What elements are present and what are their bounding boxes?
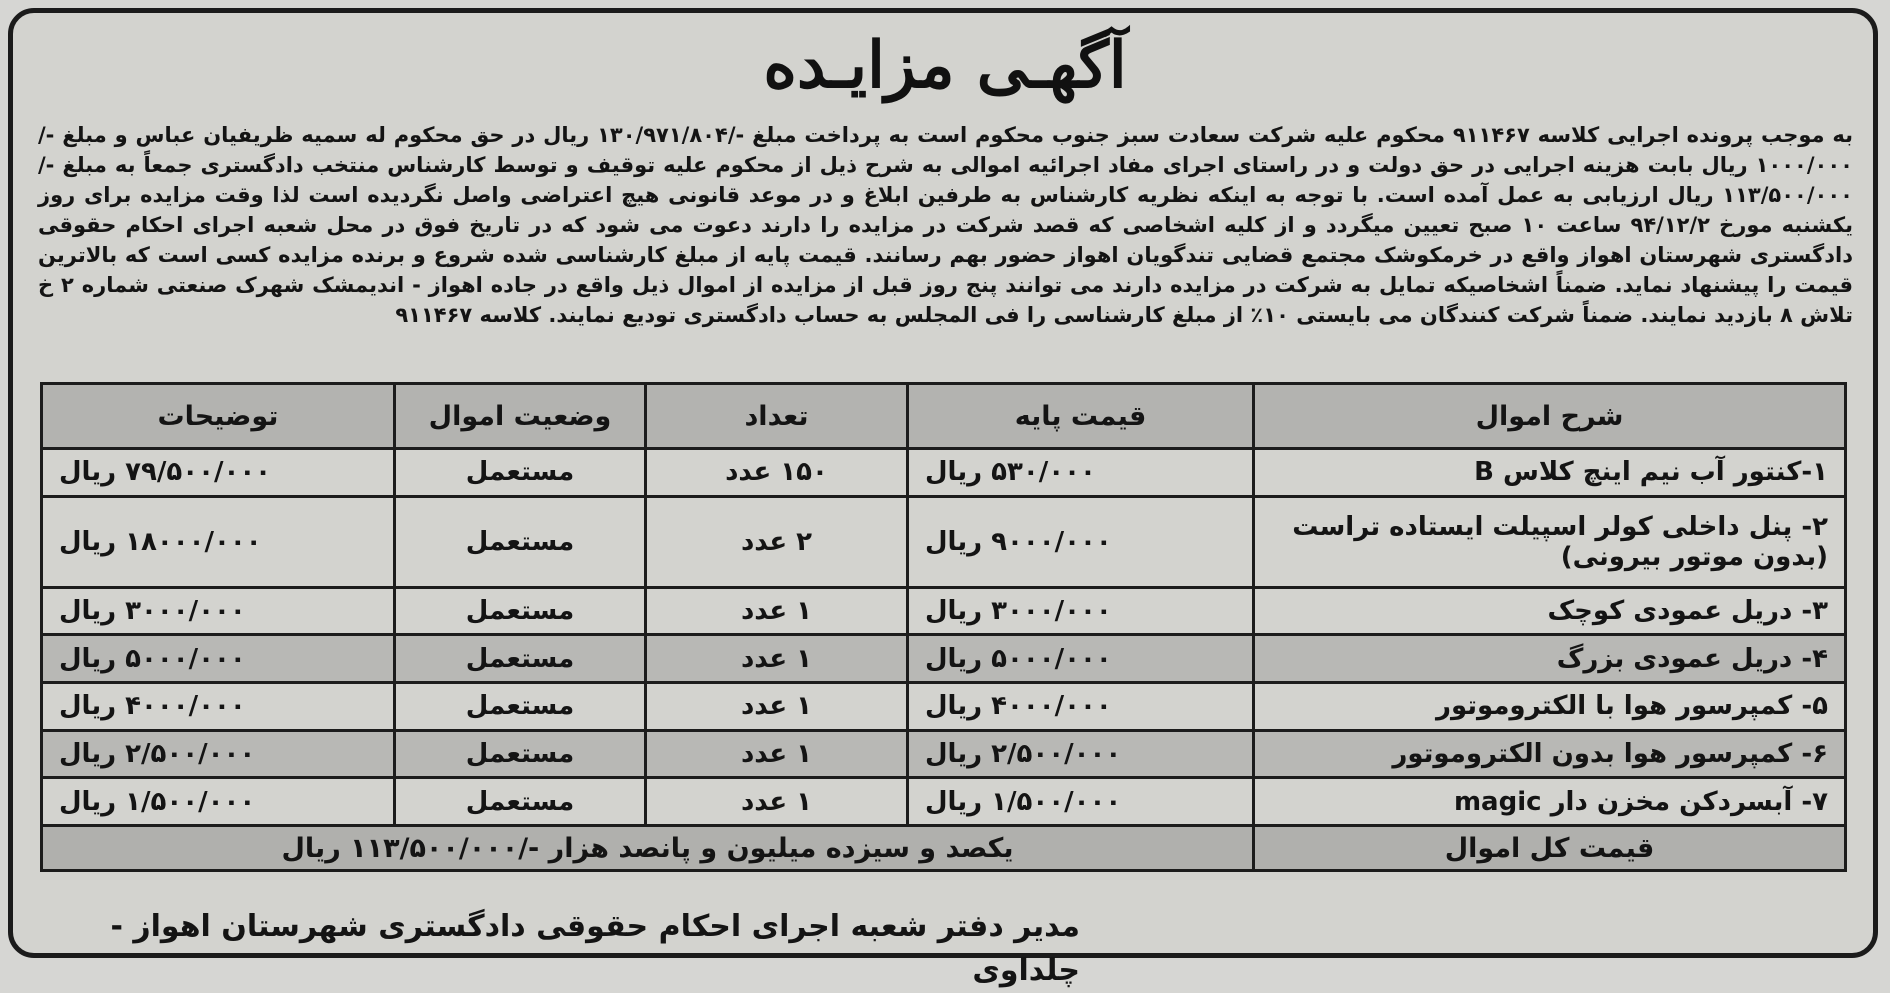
table-row — [42, 730, 1846, 778]
item-description: ۳- دریل عمودی کوچک — [1254, 587, 1846, 635]
item-quantity: ۱ عدد — [646, 730, 908, 778]
table-row — [42, 635, 1846, 683]
item-status: مستعمل — [395, 682, 646, 730]
item-status: مستعمل — [395, 730, 646, 778]
item-description: ۱-کنتور آب نیم اینچ کلاس B — [1254, 449, 1846, 497]
item-status: مستعمل — [395, 778, 646, 826]
item-quantity: ۱ عدد — [646, 778, 908, 826]
item-quantity: ۲ عدد — [646, 496, 908, 587]
item-base-price: ۹۰۰۰/۰۰۰ ریال — [908, 496, 1254, 587]
table-row — [42, 778, 1846, 826]
item-status: مستعمل — [395, 587, 646, 635]
item-quantity: ۱ عدد — [646, 635, 908, 683]
item-quantity: ۱ عدد — [646, 682, 908, 730]
item-base-price: ۵۳۰/۰۰۰ ریال — [908, 449, 1254, 497]
item-quantity: ۱ عدد — [646, 587, 908, 635]
item-description: ۵- کمپرسور هوا با الکتروموتور — [1254, 682, 1846, 730]
item-base-price: ۲/۵۰۰/۰۰۰ ریال — [908, 730, 1254, 778]
item-status: مستعمل — [395, 635, 646, 683]
header-description: شرح اموال — [1254, 384, 1846, 449]
item-description: ۶- کمپرسور هوا بدون الکتروموتور — [1254, 730, 1846, 778]
notice-title: آگهـی مزایـده — [763, 28, 1127, 103]
table-header-row — [42, 384, 1846, 449]
item-description: ۷- آبسردکن مخزن دار magic — [1254, 778, 1846, 826]
table-row — [42, 587, 1846, 635]
item-note: ۳۰۰۰/۰۰۰ ریال — [42, 587, 395, 635]
item-note: ۱/۵۰۰/۰۰۰ ریال — [42, 778, 395, 826]
item-quantity: ۱۵۰ عدد — [646, 449, 908, 497]
item-note: ۷۹/۵۰۰/۰۰۰ ریال — [42, 449, 395, 497]
item-note: ۴۰۰۰/۰۰۰ ریال — [42, 682, 395, 730]
table-total-row — [42, 826, 1846, 871]
table-row — [42, 496, 1846, 587]
total-value: یکصد و سیزده میلیون و پانصد هزار -/۱۱۳/۵۰۰/۰۰۰ ریال — [42, 826, 1254, 871]
item-note: ۱۸۰۰۰/۰۰۰ ریال — [42, 496, 395, 587]
item-base-price: ۱/۵۰۰/۰۰۰ ریال — [908, 778, 1254, 826]
header-quantity: تعداد — [646, 384, 908, 449]
item-description: ۲- پنل داخلی کولر اسپیلت ایستاده تراست (بدون موتور بیرونی) — [1254, 496, 1846, 587]
item-base-price: ۵۰۰۰/۰۰۰ ریال — [908, 635, 1254, 683]
header-status: وضعیت اموال — [395, 384, 646, 449]
item-note: ۵۰۰۰/۰۰۰ ریال — [42, 635, 395, 683]
table-row — [42, 682, 1846, 730]
item-status: مستعمل — [395, 496, 646, 587]
item-base-price: ۳۰۰۰/۰۰۰ ریال — [908, 587, 1254, 635]
item-status: مستعمل — [395, 449, 646, 497]
header-base-price: قیمت پایه — [908, 384, 1254, 449]
notice-body: به موجب پرونده اجرایی کلاسه ۹۱۱۴۶۷ محکوم علیه شرکت سعادت سبز جنوب محکوم است به پرداخت مبلغ -/۱۳۰/۹۷۱/۸۰۴ ریال در حق محکوم له سمیه ظریفیان عباس و مبلغ -/۱۰۰۰/۰۰۰ ریال بابت هزینه اجرایی در حق دولت و در راستای اجرای مفاد اجرائیه اموالی به شرح ذیل از محکوم علیه توقیف و توسط کارشناس منتخب دادگستری جمعاً به مبلغ -/۱۱۳/۵۰۰/۰۰۰ ریال ارزیابی به عمل آمده است. با توجه به اینکه نظریه کارشناس به طرفین ابلاغ و در موعد قانونی هیچ اعتراضی واصل نگردیده است لذا وقت مزایده برای روز یکشنبه مورخ ۹۴/۱۲/۲ ساعت ۱۰ صبح تعیین میگردد و از کلیه اشخاصی که قصد شرکت در مزایده را دارند دعوت می شود که در تاریخ فوق در محل شعبه اجرای احکام حقوقی دادگستری شهرستان اهواز واقع در خرمکوشک مجتمع قضایی تندگویان اهواز حضور بهم رسانند. قیمت پایه از مبلغ کارشناسی شده شروع و برنده مزایده کسی است که بالاترین قیمت را پیشنهاد نماید. ضمناً اشخاصیکه تمایل به شرکت در مزایده دارند می توانند پنج روز قبل از مزایده از اموال ذیل واقع در جاده اهواز - اندیمشک شهرک صنعتی شماره ۲ خ تلاش ۸ بازدید نمایند. ضمناً شرکت کنندگان می بایستی ۱۰٪ از مبلغ کارشناسی را فی المجلس به حساب دادگستری توديع نمايند. کلاسه ۹۱۱۴۶۷ — [38, 123, 1853, 327]
total-label: قیمت کل اموال — [1254, 826, 1846, 871]
signature-line: مدیر دفتر شعبه اجرای احکام حقوقی دادگستری شهرستان اهواز - چلداوی — [110, 909, 1080, 988]
header-notes: توضیحات — [42, 384, 395, 449]
item-base-price: ۴۰۰۰/۰۰۰ ریال — [908, 682, 1254, 730]
goods-table — [40, 382, 1847, 872]
item-note: ۲/۵۰۰/۰۰۰ ریال — [42, 730, 395, 778]
table-row — [42, 449, 1846, 497]
item-description: ۴- دریل عمودی بزرگ — [1254, 635, 1846, 683]
